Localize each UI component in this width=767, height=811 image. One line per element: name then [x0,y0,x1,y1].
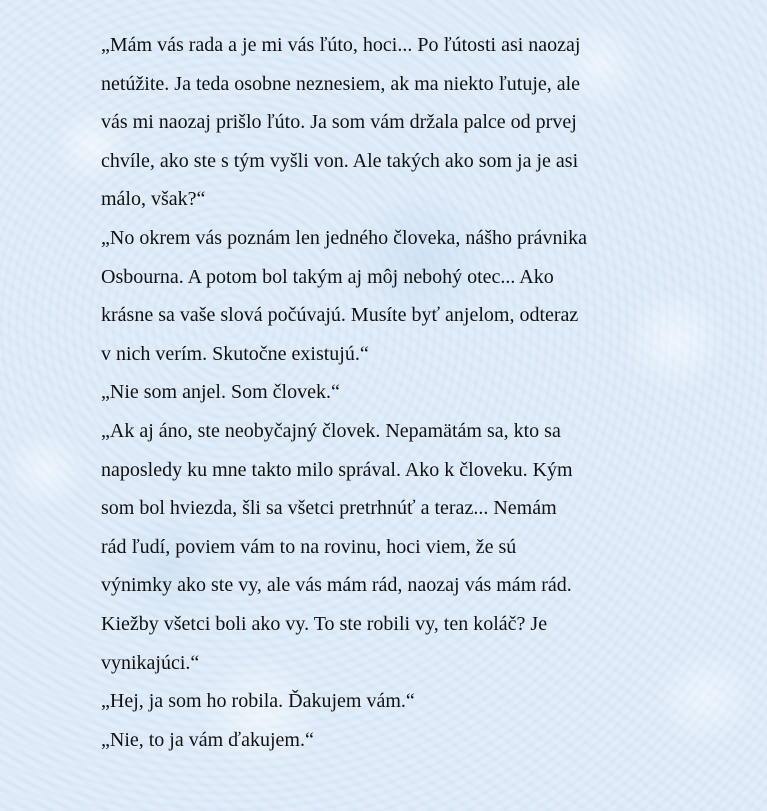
text-line: „Ak aj áno, ste neobyčajný človek. Nepamätám sa, kto sa [101,419,561,442]
text-line: Osbourna. A potom bol takým aj môj nebohý otec... Ako [101,265,554,288]
text-line: „Mám vás rada a je mi vás ľúto, hoci... Po ľútosti asi naozaj [101,34,581,56]
text-line: krásne sa vaše slová počúvajú. Musíte byť anjelom, odteraz [101,304,579,327]
text-line: vynikajúci.“ [101,651,200,674]
text-line: rád ľudí, poviem vám to na rovinu, hoci viem, že sú [101,535,517,558]
text-line: netúžite. Ja teda osobne neznesiem, ak ma niekto ľutuje, ale [101,72,581,95]
text-line: málo, však?“ [101,188,206,211]
text-line: naposledy ku mne takto milo správal. Ako k človeku. Kým [101,458,573,481]
text-line: som bol hviezda, šli sa všetci pretrhnúť a teraz... Nemám [101,497,557,520]
text-line: vás mi naozaj prišlo ľúto. Ja som vám držala palce od prvej [101,111,577,134]
text-line: „No okrem vás poznám len jedného človeka, nášho právnika [101,226,587,249]
text-line: Kiežby všetci boli ako vy. To ste robili vy, ten koláč? Je [101,612,548,635]
text-line: „Hej, ja som ho robila. Ďakujem vám.“ [101,690,415,713]
text-line: chvíle, ako ste s tým vyšli von. Ale takých ako som ja je asi [101,149,579,172]
text-line: v nich verím. Skutočne existujú.“ [101,342,369,365]
text-line: „Nie, to ja vám ďakujem.“ [101,728,314,751]
text-line: výnimky ako ste vy, ale vás mám rád, naozaj vás mám rád. [101,574,572,597]
text-line: „Nie som anjel. Som človek.“ [101,381,340,404]
dialogue-text-block [101,26,661,759]
